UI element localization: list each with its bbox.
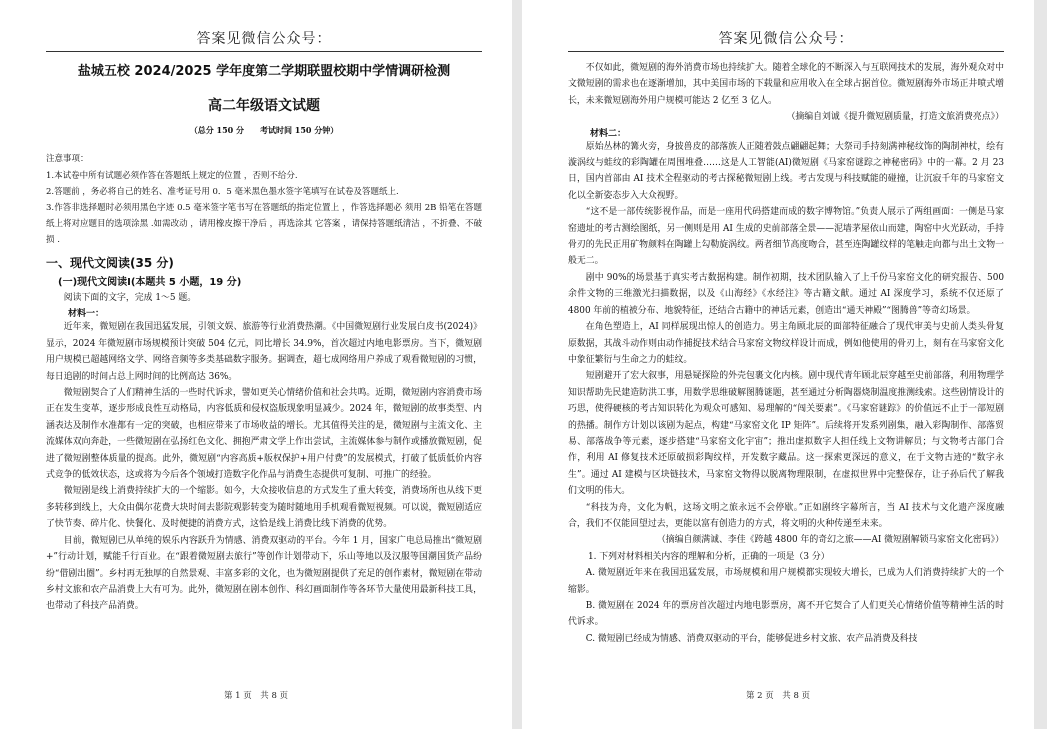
paragraph: “这不是一部传统影视作品，而是一座用代码搭建而成的数字博物馆。”负责人展示了两组画面：一侧是马家窑遗址的考古测绘图纸，另一侧则是用 AI 生成的史前部落全景——泥墙茅屋依山而建，陶窑中火光跃动，手持骨刃的先民正用矿物颜料在陶罐上勾勒旋涡纹。两者细节高度吻合，甚至连陶罐纹样的笔触走向都与出土文物一般无二。 — [568, 207, 1004, 267]
note-item: 2.答题前 ，务必将自己的姓名、准考证号用 0．5 毫米黑色墨水签字笔填写在试卷及答题纸上. — [46, 187, 399, 197]
paragraph: 在角色塑造上，AI 同样展现出惊人的创造力。男主角顾北辰的面部特征融合了现代审美与史前人类头骨复原数据，其战斗动作则由动作捕捉技术结合马家窑文物纹样设计而成，例如他使用的骨刃上，刻有在马家窑文化中象征繁衍与生命之力的蛙纹。 — [568, 322, 1004, 365]
paragraph: 微短剧是线上消费持续扩大的一个缩影。如今，大众接收信息的方式发生了重大转变，消费场所也从线下更多转移到线上，大众由偶尔花费大块时间去影院观影转变为随时随地用手机观看微短视频。可以说，微短剧适应了快节奏、碎片化、快餐化、及时便捷的消费方式，这恰是线上消费比线下消费的优势。 — [46, 486, 482, 530]
page-footer: 第 1 页 共 8 页 — [223, 691, 289, 701]
notes-title: 注意事项： — [46, 154, 89, 164]
subsection-title: (一)现代文阅读Ⅰ(本题共 5 小题，19 分) — [58, 277, 242, 288]
exam-meta: （总分 150 分 考试时间 150 分钟） — [189, 125, 339, 135]
paragraph: 剧中 90%的场景基于真实考古数据构建。制作初期，技术团队输入了上千份马家窑文化的研究报告、500 余件文物的三维激光扫描数据，以及《山海经》《水经注》等古籍文献。通过 AI 深度学习，系统不仅还原了 4800 年前的植被分布、地貌特征，还结合古籍中的神话元素，创造出“通天神殿”“图腾兽”等奇幻场景。 — [568, 272, 1004, 316]
option-a: A. 微短剧近年来在我国迅猛发展，市场规模和用户规模都实现较大增长，已成为人们消费持续扩大的一个缩影。 — [568, 568, 1004, 595]
question-1: 1. 下列对材料相关内容的理解和分析，正确的一项是（3 分） — [588, 551, 830, 562]
section-title: 一、现代文阅读(35 分) — [46, 256, 174, 270]
material-1-label: 材料一： — [68, 309, 105, 320]
paragraph: 原始丛林的篝火旁，身披兽皮的部落族人正随着鼓点翩翩起舞；大祭司手持刻满神秘纹饰的陶制神杖，绘有漩涡纹与蛙纹的彩陶罐在周围堆叠……这是人工智能(AI)微短剧《马家窑谜踪之神秘密码》中的一幕。2 月 23 日，国内首部由 AI 技术全程驱动的考古探秘微短剧上线。考古发现与科技赋能的碰撞，让沉寂千年的马家窑文化以全新姿态步入大众视野。 — [568, 141, 1004, 201]
header-ad: 答案见微信公众号： — [568, 28, 1004, 52]
document-page-2 — [522, 0, 1034, 729]
material-2-label: 材料二： — [590, 128, 627, 139]
document-page-1 — [0, 0, 512, 729]
header-ad: 答案见微信公众号： — [46, 28, 482, 52]
instruction: 阅读下面的文字，完成 1～5 题。 — [63, 293, 197, 303]
note-item: 1.本试卷中所有试题必须作答在答题纸上规定的位置 ，否则不给分. — [46, 171, 298, 181]
source-citation: （摘编自颜满诚、李佳《跨越 4800 年的奇幻之旅——AI 微短剧解锁马家窑文化密码》） — [656, 535, 1004, 546]
option-c: C. 微短剧已经成为情感、消费双驱动的平台，能够促进乡村文旅、农产品消费及科技 — [585, 633, 918, 644]
paragraph: 不仅如此，微短剧的海外消费市场也持续扩大。随着全球化的不断深入与互联网技术的发展，海外观众对中文微短剧的需求也在逐渐增加，其中美国市场的下载量和应用收入在全球占据首位。微短剧海外市场正井喷式增长，未来微短剧海外用户规模可能达 2 亿至 3 亿人。 — [568, 63, 1004, 106]
paragraph: 微短剧契合了人们精神生活的一些时代诉求，譬如更关心情绪价值和社会共鸣。近期，微短剧内容消费市场正在发生变革，逐步形成良性互动格局，内容低质和侵权盗版现象明显减少。2024 年，微短剧的故事类型、内涵表达及制作水准都有一定的突破，也相应带来了市场收益的增长。尤其值得关注的是，微短剧与主流文化、主流媒体双向奔赴，一些微短剧在弘扬红色文化、拥抱严肃文学上作出尝试，主流媒体参与制作或播放微短剧，促进了微短剧整体质量的提高。此外，微短剧“内容高质+版权保护+用户付费”的发展模式，打破了低质低价内容式竞争的低效状态，这或将为今后各个领域打造数字化作品与消费生态提供可复制、可推广的经验。 — [46, 388, 482, 481]
paragraph: 近年来，微短剧在我国迅猛发展，引领文娱、旅游等行业消费热潮。《中国微短剧行业发展白皮书(2024)》显示，2024 年微短剧市场规模预计突破 504 亿元，同比增长 34.9%，首次超过内地电影票房。当下，微短剧用户规模已超越网络文学、网络音频等多类基础数字服务。据调查，超七成网络用户养成了观看微短剧的习惯，每日追剧的时间占总上网时间的比例高达 36%。 — [46, 322, 482, 382]
option-b: B. 微短剧在 2024 年的票房首次超过内地电影票房，离不开它契合了人们更关心情绪价值等精神生活的时代诉求。 — [568, 601, 1004, 628]
school-title: 盐城五校 2024/2025 学年度第二学期联盟校期中学情调研检测 — [77, 64, 451, 79]
paragraph: 目前，微短剧已从单纯的娱乐内容跃升为情感、消费双驱动的平台。今年 1 月，国家广电总局推出“微短剧+”行动计划，赋能千行百业。在“跟着微短剧去旅行”等创作计划带动下，乐山等地以及汉服等国潮国货产品纷纷“借剧出圈”。乡村再无独厚的自然景观、丰富多彩的文化，也为微短剧提供了充足的创作素材，微短剧在带动乡村文旅和农产品消费上大有可为。此外，微短剧在剧本创作、科幻画面制作等各环节大量使用最新科技工具，也带动了科技产品消费。 — [46, 535, 482, 612]
note-item: 3.作答非选择题时必须用黑色字迹 0.5 毫米签字笔书写在答题纸的指定位置上 ，作答选择题必 须用 2B 铅笔在答题纸上将对应题目的选项涂黑 .如需改动 ，请用橡皮擦干净后 ，再选涂其 它答案 ，请保持答题纸清洁 ，不折叠、不破损 . — [46, 203, 482, 245]
subject-title: 高二年级语文试题 — [208, 98, 320, 114]
source-citation: （摘编自刘诚《提升微短剧质量，打造文旅消费亮点》） — [786, 112, 1004, 123]
paragraph: “科技为舟，文化为帆，这场文明之旅永远不会停歇。”正如剧终字幕所言，当 AI 技术与文化遗产深度融合，我们不仅能回望过去，更能以富有创造力的方式，将文明的火种传递至未来。 — [568, 502, 1004, 529]
page-footer: 第 2 页 共 8 页 — [745, 691, 811, 701]
paragraph: 短剧避开了宏大叙事，用悬疑探险的外壳包裹文化内核。剧中现代青年顾北辰穿越至史前部落，利用物理学知识帮助先民建造防洪工事，用数学思维破解图腾谜题，甚至通过分析陶器烧制温度推测线索。这些剧情设计的巧思，使得硬核的考古知识转化为观众可感知、易理解的“闯关要素”。《马家窑谜踪》的价值远不止于一部短剧的热播。制作方计划以该剧为起点，构建“马家窑文化 IP 矩阵”。后续将开发系列剧集，融入彩陶制作、部落贸易、部落战争等元素，逐步搭建“马家窑文化宇宙”；推出虚拟数字人担任线上文物讲解员；与文物考古部门合作，利用 AI 修复技术还原破损彩陶纹样，开发数字藏品。这一探索更深远的意义，在于文物古迹的“数字永生”。通过 AI 建模与区块链技术，马家窑文物得以脱离物理限制，在虚拟世界中完整保存，让子孙后代了解我们文明的伟大。 — [568, 371, 1004, 497]
